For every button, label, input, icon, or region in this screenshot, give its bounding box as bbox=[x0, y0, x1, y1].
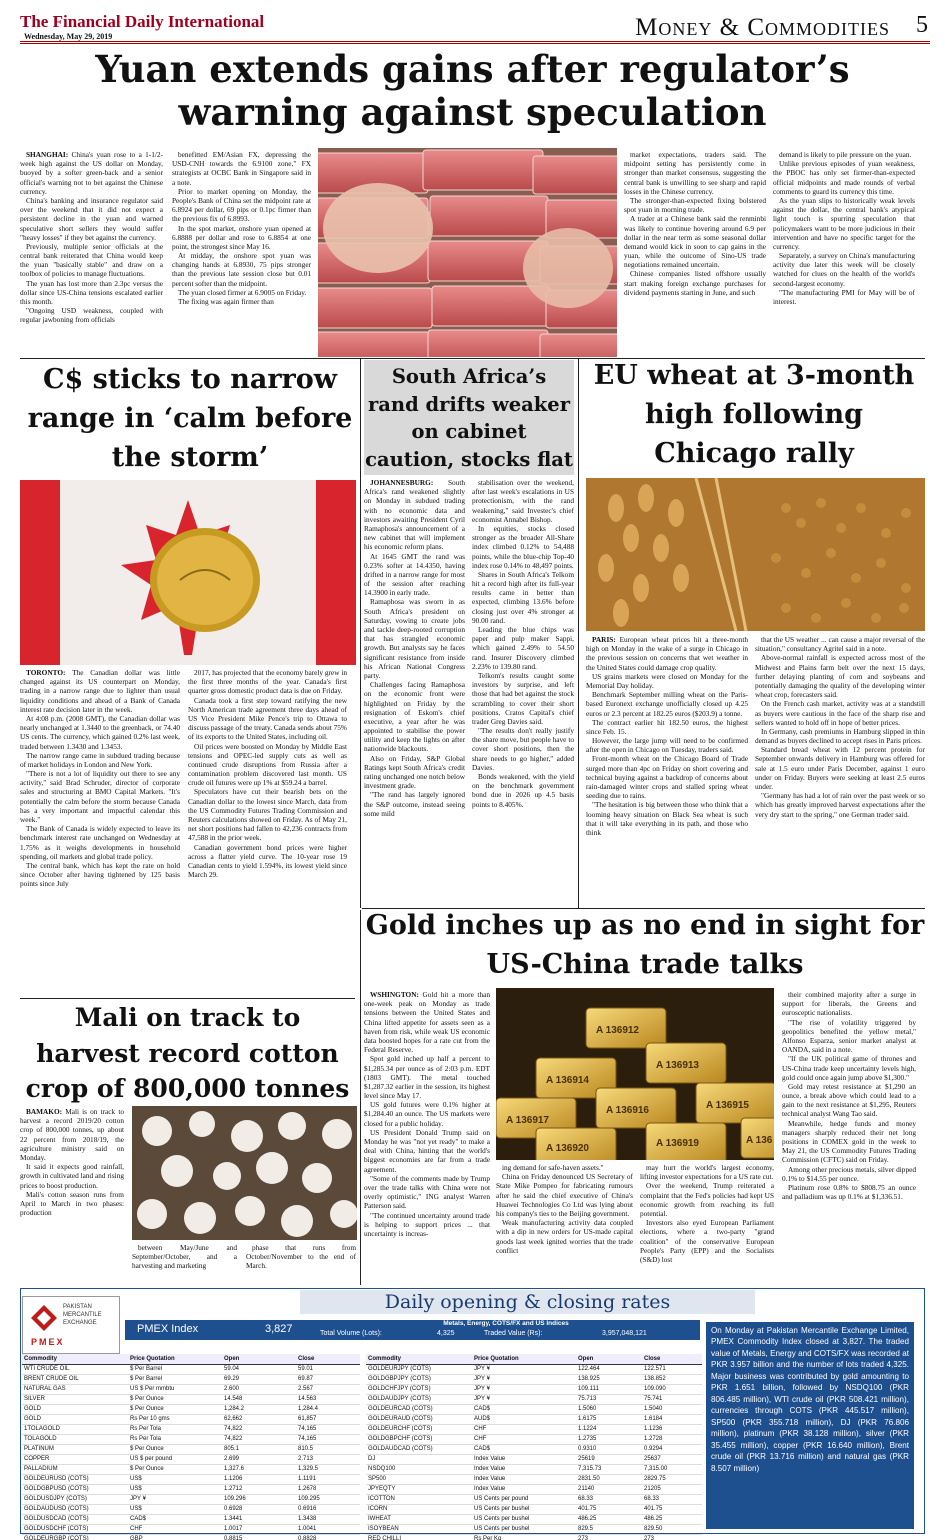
table-cell: US$ bbox=[128, 1474, 222, 1484]
table-cell: 486.25 bbox=[642, 1514, 702, 1524]
cotton-photo bbox=[132, 1106, 357, 1240]
table-cell: Index Value bbox=[472, 1464, 576, 1474]
bar-tag: A 136917 bbox=[506, 1115, 549, 1126]
gold-col-3: may hurt the world's largest economy, lifting investor expectations for a US rate cut. Over the weekend, Trump reiterated a complaint that the Fed's policies had kept US economic growth from reaching its full potential. Investors also eyed European Parliament elections, where a two-party "grand coalition" of the conservative European People's Party (EPP) and the Socialists (S&D) lost bbox=[640, 1163, 774, 1264]
table-cell: 1TOLAGOLD bbox=[22, 1424, 128, 1434]
table-cell: GOLDUSDJPY (COTS) bbox=[22, 1494, 128, 1504]
table-row bbox=[366, 1504, 702, 1514]
table-row bbox=[366, 1474, 702, 1484]
col-header: Price Quotation bbox=[128, 1354, 222, 1364]
logo-pmex: PMEX bbox=[31, 1337, 65, 1347]
table-row bbox=[22, 1394, 360, 1404]
table-row bbox=[366, 1484, 702, 1494]
table-row bbox=[22, 1374, 360, 1384]
gold-col-2: ing demand for safe-haven assets." China on Friday denounced US Secretary of State Mike Pompeo for fabricating rumours after he said the chief executive of China's Huawei Technologies Co Ltd was lying about his company's ties to the Beijing government. Weak manufacturing activity data coupled with a dip in new orders for US-made capital goods last week ignited worries that the trade conflict bbox=[496, 1163, 633, 1255]
index-value: 3,827 bbox=[265, 1323, 293, 1335]
table-cell: GOLDGBPJPY (COTS) bbox=[366, 1374, 472, 1384]
table-cell: ICORN bbox=[366, 1504, 472, 1514]
table-cell: 273 bbox=[642, 1534, 702, 1540]
table-row bbox=[22, 1364, 360, 1374]
table-row bbox=[366, 1414, 702, 1424]
table-cell: 0.9310 bbox=[576, 1444, 642, 1454]
table-cell: JPY ¥ bbox=[472, 1384, 576, 1394]
table-row bbox=[22, 1404, 360, 1414]
table-cell: 1.1191 bbox=[296, 1474, 360, 1484]
table-row bbox=[22, 1474, 360, 1484]
table-cell: 1,329.5 bbox=[296, 1464, 360, 1474]
table-cell: SILVER bbox=[22, 1394, 128, 1404]
table-cell: NSDQ100 bbox=[366, 1464, 472, 1474]
divider bbox=[578, 358, 579, 908]
table-cell: $ Per Barrel bbox=[128, 1374, 222, 1384]
table-cell: 109.296 bbox=[222, 1494, 296, 1504]
table-cell: 138.925 bbox=[576, 1374, 642, 1384]
table-row bbox=[366, 1464, 702, 1474]
table-cell: 829.5 bbox=[576, 1524, 642, 1534]
logo-line: PAKISTAN bbox=[63, 1304, 92, 1310]
table-cell: CHF bbox=[128, 1524, 222, 1534]
market-summary: On Monday at Pakistan Mercantile Exchange Limited, PMEX Commodity Index closed at 3,827. The traded value of Metals, Energy and COTS/FX was recorded at PKR 3.957 billion and the number of lots traded 4,325. Major business was contributed by gold amounting to PKR 1.651 billion, followed by NSDQ100 (PKR 806.485 million), WTI crude oil (PKR 508.421 million), currencies through COTS (PKR 445.517 million), SP500 (PKR 355.718 million), DJ (PKR 76.806 million), platinum (PKR 38.128 million), silver (PKR 35.455 million), copper (PKR 16.640 million), Brent crude oil (PKR 13.716 million) and natural gas (PKR 8.507 million) bbox=[706, 1322, 914, 1529]
table-cell: 74,165 bbox=[296, 1434, 360, 1444]
gold-bars-photo bbox=[496, 988, 774, 1160]
table-cell: GOLDGBPCHF (COTS) bbox=[366, 1434, 472, 1444]
table-cell: US Cents per bushel bbox=[472, 1514, 576, 1524]
table-cell: 1.1236 bbox=[642, 1424, 702, 1434]
table-cell: 25637 bbox=[642, 1454, 702, 1464]
table-cell: Index Value bbox=[472, 1474, 576, 1484]
table-cell: 1.6175 bbox=[576, 1414, 642, 1424]
bar-tag: A 136919 bbox=[656, 1138, 699, 1149]
volume-label: Total Volume (Lots): bbox=[320, 1330, 382, 1337]
col-header: Open bbox=[576, 1354, 642, 1364]
table-row bbox=[22, 1484, 360, 1494]
table-cell: US Cents per pound bbox=[472, 1494, 576, 1504]
table-cell: GOLDEURJPY (COTS) bbox=[366, 1364, 472, 1374]
table-cell: 14.548 bbox=[222, 1394, 296, 1404]
table-row bbox=[366, 1394, 702, 1404]
gold-col-1: WSHINGTON: Gold hit a more than one-week peak on Monday as trade tensions between the United States and China lifted appetite for assets seen as a haven from risk, while weak US economic data boosted hopes for a rate cut from the Federal Reserve. Spot gold inched up half a percent to $1,285.34 per ounce as of 2:03 p.m. EDT (1803 GMT). The metal touched $1,287.32 earlier in the session, its highest level since May 17. US gold futures were 0.1% higher at $1,284.40 an ounce. The US markets were closed for a public holiday. US President Donald Trump said on Monday he was "not yet ready" to make a deal with China, hinting that the world's biggest economies are far from a trade agreement. "Some of the comments made by Trump over the trade talks with China were not overly optimistic," ING analyst Warren Patterson said. "The continued uncertainty around trade is helping to support prices ... that uncertainty is increas- bbox=[364, 990, 490, 1238]
table-cell: 1.5060 bbox=[576, 1404, 642, 1414]
table-cell: 75.741 bbox=[642, 1394, 702, 1404]
col-header: Commodity bbox=[366, 1354, 472, 1364]
col-header: Close bbox=[642, 1354, 702, 1364]
table-cell: US $ Per mmbtu bbox=[128, 1384, 222, 1394]
table-cell: 1.1206 bbox=[222, 1474, 296, 1484]
table-cell: 21140 bbox=[576, 1484, 642, 1494]
traded-label: Traded Value (Rs): bbox=[484, 1330, 543, 1337]
table-cell: 401.75 bbox=[576, 1504, 642, 1514]
table-cell: 122.571 bbox=[642, 1364, 702, 1374]
table-row bbox=[366, 1454, 702, 1464]
table-cell: NATURAL GAS bbox=[22, 1384, 128, 1394]
bar-tag: A 136915 bbox=[706, 1100, 749, 1111]
table-row bbox=[366, 1434, 702, 1444]
table-cell: 1.0017 bbox=[222, 1524, 296, 1534]
mali-col-2: between May/June and September/October, and a harvesting and marketing bbox=[132, 1243, 237, 1271]
table-cell: 805.1 bbox=[222, 1444, 296, 1454]
table-cell: TOLAGOLD bbox=[22, 1434, 128, 1444]
table-cell: CAD$ bbox=[472, 1404, 576, 1414]
table-cell: GOLDEURAUD (COTS) bbox=[366, 1414, 472, 1424]
table-cell: JPY ¥ bbox=[472, 1374, 576, 1384]
table-cell: $ Per Ounce bbox=[128, 1444, 222, 1454]
table-cell: 2.567 bbox=[296, 1384, 360, 1394]
table-cell: 14.563 bbox=[296, 1394, 360, 1404]
table-cell: Rs Per Tola bbox=[128, 1434, 222, 1444]
bar-tag: A 136916 bbox=[606, 1105, 649, 1116]
table-row bbox=[22, 1504, 360, 1514]
table-cell: GOLDAUDCAD (COTS) bbox=[366, 1444, 472, 1454]
wheat-col-1: PARIS: European wheat prices hit a three-month high on Monday in the wake of a surge in Chicago in the previous session on concerns that wet weather in the United States could damage crop quality. US grains markets were closed on Monday for the Memorial Day holiday. Benchmark September milling wheat on the Paris-based Euronext exchange unofficially closed up 4.25 euros or 2.3 percent at 182.25 euros ($203.9) a tonne. The contract earlier hit 182.50 euros, the highest since Feb. 15. However, the large jump will need to be confirmed after the open in Chicago on Tuesday, traders said. Front-month wheat on the Chicago Board of Trade surged more than 4pc on Friday on short covering and technical buying against a backdrop of concerns about rain-damaged winter crops and stalled spring wheat seeding due to rains. "The hesitation is big between those who think that a looming heavy situation on Black Sea wheat is such that it will take everything in its path, and those who think bbox=[586, 635, 748, 837]
table-row bbox=[22, 1454, 360, 1464]
mali-col-3: phase that runs from October/November to the end of March. bbox=[246, 1243, 356, 1271]
table-cell: 1,327.6 bbox=[222, 1464, 296, 1474]
table-cell: 109.090 bbox=[642, 1384, 702, 1394]
yuan-col-1: SHANGHAI: China's yuan rose to a 1-1/2-week high against the US dollar on Monday, buoyed by a softer green-back and a senior official's warning not to bet against the Chinese currency. China's banking and insurance regulator said over the weekend that it did not expect a persistent decline in the yuan and warned speculative short sellers they would suffer "heavy losses" if they bet against the currency. Previously, multiple senior officials at the central bank reiterated that China would keep the yuan "basically stable" and draw on a toolbox of policies to manage fluctuations. The yuan has lost more than 2.3pc versus the dollar since US-China tensions escalated earlier this month. "Ongoing USD weakness, coupled with regular jawboning from officials bbox=[20, 150, 163, 325]
table-cell: 0.8815 bbox=[222, 1534, 296, 1540]
pmex-emblem-icon bbox=[29, 1303, 59, 1333]
table-row bbox=[22, 1534, 360, 1540]
table-cell: Rs Per Tola bbox=[128, 1424, 222, 1434]
table-cell: 109.295 bbox=[296, 1494, 360, 1504]
table-cell: 61,857 bbox=[296, 1414, 360, 1424]
table-cell: GOLDAUDUSD (COTS) bbox=[22, 1504, 128, 1514]
headline-mali: Mali on track to harvest record cotton crop of 800,000 tonnes bbox=[25, 1003, 350, 1103]
table-cell: $ Per Ounce bbox=[128, 1404, 222, 1414]
table-cell: GOLDAUDJPY (COTS) bbox=[366, 1394, 472, 1404]
wheat-col-2: that the US weather ... can cause a major reversal of the situation," consultancy Agritel said in a note. Above-normal rainfall is expected across most of the Midwest and Plains farm belt over the next 15 days, further delaying planting of corn and soybeans and potentially damaging the quality of the developing winter wheat crop, forecasters said. On the French cash market, activity was at a standstill as buyers were cautious in the face of the sharp rise and sellers wanted to hold off in hope of better prices. In Germany, cash premiums in Hamburg slipped in thin demand as buyers declined to accept rises in Paris prices. Standard bread wheat with 12 percent protein for September onwards delivery in Hamburg was offered for sale at 1.5 euro under Paris December, against 1 euro under on Friday. Buyers were seeking at least 2.5 euros under. "Germany has had a lot of rain over the past week or so which has greatly improved harvest expectations after the very dry start to the spring," one German trader said. bbox=[755, 635, 925, 819]
bar-tag: A 136914 bbox=[546, 1075, 589, 1086]
divider bbox=[20, 998, 355, 999]
headline-gold: Gold inches up as no end in sight for US-China trade talks bbox=[365, 910, 925, 981]
table-cell: 273 bbox=[576, 1534, 642, 1540]
table-cell: 0.9294 bbox=[642, 1444, 702, 1454]
table-cell: 1,284.4 bbox=[296, 1404, 360, 1414]
headline-wheat: EU wheat at 3-month high following Chicago rally bbox=[593, 360, 915, 470]
cad-col-1: TORONTO: The Canadian dollar was little changed against its US counterpart on Monday, trading in a narrow range due to lighter than usual liquidity conditions and ahead of a Bank of Canada interest rate decision later in the week. At 4:08 p.m. (2008 GMT), the Canadian dollar was nearly unchanged at 1.3440 to the greenback, or 74.40 US cents. The currency, which gained 0.2% last week, traded between 1.3430 and 1.3453. The narrow range came in subdued trading because of market holidays in London and New York. "There is not a lot of liquidity out there to see any activity," said Brad Schruder, director of corporate sales and structuring at BMO Capital Markets. "It's potentially the calm before the storm because Canada has a very important and impactful calendar this week." The Bank of Canada is widely expected to leave its benchmark interest rate unchanged on Wednesday at 1.75% as it weighs developments in household spending, oil markets and global trade policy. The central bank, which has kept the rate on hold since October after having tightened by 125 basis points since July bbox=[20, 668, 180, 889]
bar-tag: A 136 bbox=[746, 1135, 773, 1146]
table-row bbox=[22, 1464, 360, 1474]
table-row bbox=[22, 1384, 360, 1394]
table-cell: 2.699 bbox=[222, 1454, 296, 1464]
table-cell: 1,284.2 bbox=[222, 1404, 296, 1414]
table-cell: BRENT CRUDE OIL bbox=[22, 1374, 128, 1384]
table-cell: 1.2735 bbox=[576, 1434, 642, 1444]
table-cell: CHF bbox=[472, 1434, 576, 1444]
table-cell: 0.8828 bbox=[296, 1534, 360, 1540]
wheat-photo bbox=[586, 478, 925, 631]
table-cell: SP500 bbox=[366, 1474, 472, 1484]
table-cell: GOLDEURGBP (COTS) bbox=[22, 1534, 128, 1540]
table-cell: JPYEQTY bbox=[366, 1484, 472, 1494]
table-cell: 1.1224 bbox=[576, 1424, 642, 1434]
table-cell: AUD$ bbox=[472, 1414, 576, 1424]
table-cell: 7,315.73 bbox=[576, 1464, 642, 1474]
table-cell: 2.600 bbox=[222, 1384, 296, 1394]
table-cell: Index Value bbox=[472, 1484, 576, 1494]
table-cell: GBP bbox=[128, 1534, 222, 1540]
table-cell: 401.75 bbox=[642, 1504, 702, 1514]
headline-rand: South Africa’s rand drifts weaker on cabinet caution, stocks flat bbox=[365, 365, 573, 472]
table-cell: 69.29 bbox=[222, 1374, 296, 1384]
table-row bbox=[22, 1434, 360, 1444]
table-cell: 810.5 bbox=[296, 1444, 360, 1454]
table-row bbox=[22, 1514, 360, 1524]
table-cell: 1.2728 bbox=[642, 1434, 702, 1444]
table-cell: 122.464 bbox=[576, 1364, 642, 1374]
table-cell: 0.6928 bbox=[222, 1504, 296, 1514]
table-row bbox=[366, 1404, 702, 1414]
table-cell: IWHEAT bbox=[366, 1514, 472, 1524]
table-cell: 1.0041 bbox=[296, 1524, 360, 1534]
table-cell: GOLDGBPUSD (COTS) bbox=[22, 1484, 128, 1494]
table-cell: JPY ¥ bbox=[472, 1394, 576, 1404]
table-cell: PALLADIUM bbox=[22, 1464, 128, 1474]
table-cell: 62,662 bbox=[222, 1414, 296, 1424]
rates-table-left bbox=[22, 1354, 360, 1540]
table-cell: Rs Per Kg bbox=[472, 1534, 576, 1540]
page-number: 5 bbox=[916, 12, 928, 38]
canadian-coin-photo bbox=[20, 480, 356, 665]
table-cell: 69.87 bbox=[296, 1374, 360, 1384]
traded-value: 3,957,048,121 bbox=[602, 1330, 647, 1337]
table-cell: Rs Per 10 gms bbox=[128, 1414, 222, 1424]
cad-col-2: 2017, has projected that the economy barely grew in the first three months of the year. Canada's first quarter gross domestic product data is due on Friday. Canada took a first step toward ratifying the new North American trade agreement three days ahead of US Vice President Mike Pence's trip to Ottawa to discuss passage of the treaty. Canada sends about 75% of its exports to the United States, including oil. Oil prices were boosted on Monday by Middle East tensions and OPEC-led supply cuts as well as continued crude disruptions from Russia after a contamination problem discovered last month. US crude oil futures were up 1% at $59.24 a barrel. Speculators have cut their bearish bets on the Canadian dollar to the lowest since March, data from the US Commodity Futures Trading Commission and Reuters calculations showed on Friday. As of May 21, net short positions had fallen to 42,236 contracts from 47,588 in the prior week. Canadian government bond prices were higher across a flatter yield curve. The 10-year rose 19 Canadian cents to yield 1.594%, its lowest yield since March 29. bbox=[188, 668, 347, 880]
volume-value: 4,325 bbox=[437, 1330, 455, 1337]
table-row bbox=[22, 1494, 360, 1504]
col-header: Price Quotation bbox=[472, 1354, 576, 1364]
table-cell: 68.33 bbox=[642, 1494, 702, 1504]
table-cell: 74,165 bbox=[296, 1424, 360, 1434]
table-cell: Index Value bbox=[472, 1454, 576, 1464]
table-row bbox=[366, 1534, 702, 1540]
rand-col-2: stabilisation over the weekend, after last week's escalations in US protectionism, with the rand weakening," said Investec's chief economist Annabel Bishop. In equities, stocks closed stronger as the broader All-Share index climbed 0.12% to 54,488 points, while the blue-chip Top-40 index rose 0.14% to 48,497 points. Shares in South Africa's Telkom hit a record high after its full-year results came in better than expected, climbing 13.6% before closing just over 4% stronger at 90.00 rand. Leading the blue chips was paper and pulp maker Sappi, which gained 2.49% to 54.50 rand. Insurer Discovery climbed 2.23% to 139.80 rand. Telkom's results caught some investors by surprise, and left those that had bet against the stock scrambling to cover their short positions, Cratos Capital's chief trader Greg Davies said. "The results don't really justify the share move, but people have to cover short positions, then the share needs to go higher," added Davies. Bonds weakened, with the yield on the benchmark government bond due in 2026 up 4.5 basis points to 8.405%. bbox=[472, 478, 574, 809]
table-cell: 1.3438 bbox=[296, 1514, 360, 1524]
table-cell: 486.25 bbox=[576, 1514, 642, 1524]
table-row bbox=[366, 1384, 702, 1394]
table-cell: 829.50 bbox=[642, 1524, 702, 1534]
meta-title: Metals, Energy, COTS/FX and US Indices bbox=[443, 1320, 569, 1327]
headline-cad: C$ sticks to narrow range in ‘calm before the storm’ bbox=[27, 364, 353, 474]
issue-date: Wednesday, May 29, 2019 bbox=[24, 32, 113, 41]
table-cell: 2.713 bbox=[296, 1454, 360, 1464]
bar-tag: A 136913 bbox=[656, 1060, 699, 1071]
table-cell: 0.6916 bbox=[296, 1504, 360, 1514]
pmex-logo bbox=[22, 1296, 120, 1354]
table-cell: CAD$ bbox=[128, 1514, 222, 1524]
table-cell: 25619 bbox=[576, 1454, 642, 1464]
table-cell: JPY ¥ bbox=[128, 1494, 222, 1504]
table-cell: ISOYBEAN bbox=[366, 1524, 472, 1534]
table-cell: 74,822 bbox=[222, 1424, 296, 1434]
yuan-banknotes-photo bbox=[318, 148, 617, 357]
table-cell: GOLDUSDCHF (COTS) bbox=[22, 1524, 128, 1534]
table-cell: JPY ¥ bbox=[472, 1364, 576, 1374]
divider bbox=[360, 358, 361, 908]
yuan-col-4: demand is likely to pile pressure on the yuan. Unlike previous episodes of yuan weakness, the PBOC has only set firmer-than-expected official midpoints and made rounds of verbal comments to guard its currency this time. As the yuan slips to historically weak levels against the dollar, the central bank's atypical light touch is spurring speculation that policymakers want to be more judicious in their intervention and have no specific target for the currency. Separately, a survey on China's manufacturing activity due later this week will be closely watched for clues on the health of the world's second-largest economy. "The manufacturing PMI for May will be of interest. bbox=[773, 150, 915, 306]
table-row bbox=[366, 1514, 702, 1524]
table-cell: GOLDUSDCAD (COTS) bbox=[22, 1514, 128, 1524]
table-cell: 1.2712 bbox=[222, 1484, 296, 1494]
table-row bbox=[366, 1374, 702, 1384]
table-cell: GOLDEURCHF (COTS) bbox=[366, 1424, 472, 1434]
paper-name: The Financial Daily International bbox=[20, 12, 265, 31]
table-cell: RED CHILLI bbox=[366, 1534, 472, 1540]
table-cell: 68.33 bbox=[576, 1494, 642, 1504]
table-cell: 74,822 bbox=[222, 1434, 296, 1444]
rates-table-right bbox=[366, 1354, 702, 1540]
table-row bbox=[22, 1444, 360, 1454]
table-cell: GOLD bbox=[22, 1404, 128, 1414]
logo-line: EXCHANGE bbox=[63, 1320, 97, 1326]
bar-tag: A 136912 bbox=[596, 1025, 639, 1036]
table-cell: GOLDEURUSD (COTS) bbox=[22, 1474, 128, 1484]
table-cell: 21205 bbox=[642, 1484, 702, 1494]
table-cell: 1.3441 bbox=[222, 1514, 296, 1524]
mali-col-1: BAMAKO: Mali is on track to harvest a record 2019/20 cotton crop of 800,000 tonnes, up about 22 percent from 2018/19, the agriculture ministry said on Monday. It said it expects good rainfall, growth in cultivated land and rising prices to boost production. Mali's cotton season runs from April to March in two phases: production bbox=[20, 1107, 124, 1218]
table-row bbox=[366, 1494, 702, 1504]
table-cell: 138.852 bbox=[642, 1374, 702, 1384]
bar-tag: A 136920 bbox=[546, 1143, 589, 1154]
table-row bbox=[366, 1444, 702, 1454]
table-cell: 1.2678 bbox=[296, 1484, 360, 1494]
table-cell: CHF bbox=[472, 1424, 576, 1434]
table-cell: US Cents per bushel bbox=[472, 1504, 576, 1514]
table-cell: 75.713 bbox=[576, 1394, 642, 1404]
yuan-col-2: benefitted EM/Asian FX, depressing the USD-CNH towards the 6.9100 zone," FX strategists at OCBC Bank in Singapore said in a note. Prior to market opening on Monday, the People's Bank of China set the midpoint rate at 6.8924 per dollar, 69 pips or 0.1pc firmer than the previous fix of 6.8993. In the spot market, onshore yuan opened at 6.8888 per dollar and rose to 6.8854 at one point, the strongest since May 16. At midday, the onshore spot yuan was changing hands at 6.8930, 75 pips stronger than the previous late session close but 0.01 percent softer than the midpoint. The yuan closed firmer at 6.9005 on Friday. The fixing was again firmer than bbox=[172, 150, 311, 306]
divider bbox=[360, 910, 361, 1285]
headline-yuan: Yuan extends gains after regulator’s warning against speculation bbox=[95, 47, 850, 134]
table-cell: US Cents per bushel bbox=[472, 1524, 576, 1534]
table-cell: $ Per Barrel bbox=[128, 1364, 222, 1374]
table-cell: 59.01 bbox=[296, 1364, 360, 1374]
table-cell: 1.6184 bbox=[642, 1414, 702, 1424]
table-cell: $ Per Ounce bbox=[128, 1464, 222, 1474]
meta-row bbox=[312, 1330, 700, 1340]
table-cell: US$ bbox=[128, 1484, 222, 1494]
table-cell: GOLDCHFJPY (COTS) bbox=[366, 1384, 472, 1394]
table-cell: $ Per Ounce bbox=[128, 1394, 222, 1404]
table-cell: COPPER bbox=[22, 1454, 128, 1464]
table-cell: CAD$ bbox=[472, 1444, 576, 1454]
gold-col-4: their combined majority after a surge in support for liberals, the Greens and eurosceptic nationalists. "The rise of volatility triggered by geopolitics benefited the yellow metal," Alfonso Esparza, senior market analyst at OANDA, said in a note. "If the UK political game of thrones and US-China trade keep uncertainty levels high, gold could once again jump above $1,300." Gold may retest resistance at $1,290 an ounce, a break above which could lead to a gain to the next resistance at $1,295, Reuters technical analyst Wang Tao said. Meanwhile, hedge funds and money managers sharply reduced their net long positions in COMEX gold in the week to May 21, the US Commodity Futures Trading Commission (CFTC) said on Friday. Among other precious metals, silver dipped 0.1% to $14.55 per ounce. Platinum rose 0.8% to $808.75 an ounce and palladium was up 0.1% at $1,336.51. bbox=[782, 990, 916, 1202]
table-cell: 109.111 bbox=[576, 1384, 642, 1394]
rates-title: Daily opening & closing rates bbox=[300, 1290, 755, 1314]
logo-line: MERCANTILE bbox=[63, 1312, 102, 1318]
table-cell: 59.04 bbox=[222, 1364, 296, 1374]
table-cell: 2831.50 bbox=[576, 1474, 642, 1484]
table-row bbox=[22, 1524, 360, 1534]
table-cell: PLATINUM bbox=[22, 1444, 128, 1454]
table-cell: GOLDEURCAD (COTS) bbox=[366, 1404, 472, 1414]
table-row bbox=[22, 1424, 360, 1434]
rand-col-1: JOHANNESBURG: South Africa's rand weakened slightly on Monday in subdued trading with no economic data and investors awaiting President Cyril Ramaphosa's announcement of a new cabinet that will implement his economic reform plans. At 1645 GMT the rand was 0.23% softer at 14.4350, having drifted in a narrow range for most of the session after reaching 14.3900 in early trade. Ramaphosa was sworn in as South Africa's president on Saturday, vowing to create jobs and tackle deep-rooted corruption that has strangled economic growth. But analysts say he faces significant resistance from inside his African National Congress party. Challenges facing Ramaphosa on the economic front were highlighted on Friday by the resignation of Eskom's chief executive, a year after he was appointed to stabilise the power utility and keep the lights on after nationwide blackouts. Also on Friday, S&P Global Ratings kept South Africa's credit rating unchanged one notch below investment grade. "The rand has largely ignored the S&P outcome, instead seeing some mild bbox=[364, 478, 465, 818]
col-header: Commodity bbox=[22, 1354, 128, 1364]
table-row bbox=[366, 1364, 702, 1374]
table-cell: US$ bbox=[128, 1504, 222, 1514]
table-cell: US $ per pound bbox=[128, 1454, 222, 1464]
col-header: Close bbox=[296, 1354, 360, 1364]
section-title: Money & Commodities bbox=[635, 14, 890, 41]
col-header: Open bbox=[222, 1354, 296, 1364]
table-row bbox=[22, 1414, 360, 1424]
table-cell: ICOTTON bbox=[366, 1494, 472, 1504]
table-row bbox=[366, 1424, 702, 1434]
table-cell: 7,315.00 bbox=[642, 1464, 702, 1474]
table-cell: 1.5040 bbox=[642, 1404, 702, 1414]
table-cell: WTI CRUDE OIL bbox=[22, 1364, 128, 1374]
index-label: PMEX Index bbox=[137, 1323, 199, 1335]
masthead bbox=[20, 8, 930, 44]
table-row bbox=[366, 1524, 702, 1534]
table-cell: DJ bbox=[366, 1454, 472, 1464]
table-cell: GOLD bbox=[22, 1414, 128, 1424]
yuan-col-3: market expectations, traders said. The midpoint setting has persistently come in stronger than market consensus, suggesting the central bank is unwilling to see sharp and rapid losses in the Chinese currency. The stronger-than-expected fixing bolstered spot yuan in morning trade. A trader at a Chinese bank said the renminbi was likely to continue hovering around 6.9 per dollar in the near term as some seasonal dollar demand would kick in soon to cap gains in the yuan, while the outcome of Sino-US trade negotiations remained uncertain. Chinese companies listed offshore usually start making foreign exchange purchases for dividend payments starting in June, and such bbox=[624, 150, 766, 297]
table-cell: 2829.75 bbox=[642, 1474, 702, 1484]
